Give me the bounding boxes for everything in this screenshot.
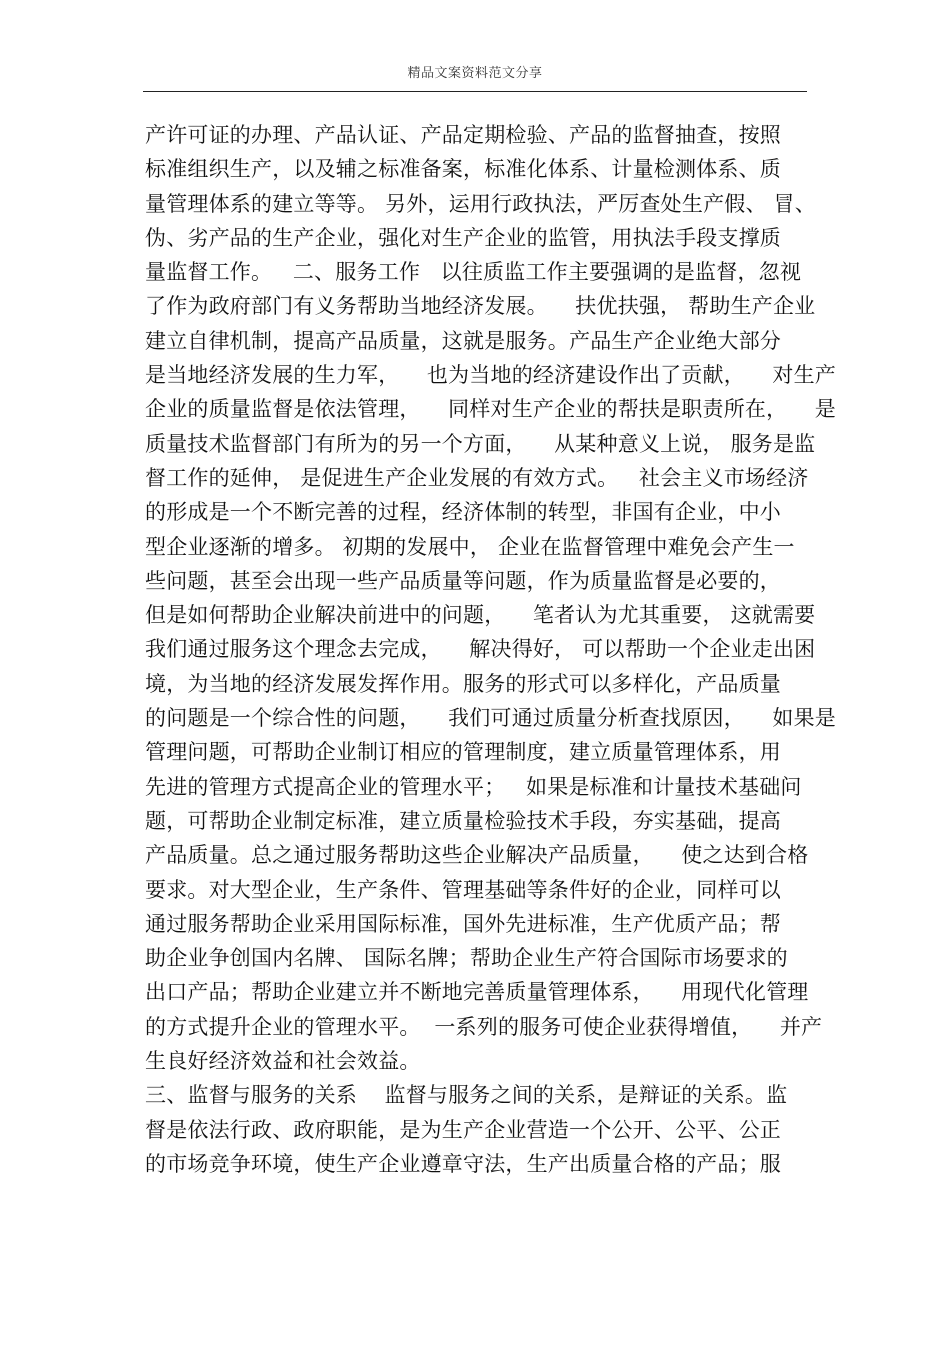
document-body bbox=[145, 118, 836, 1181]
body-line: 些问题，甚至会出现一些产品质量等问题，作为质量监督是必要的， bbox=[145, 568, 781, 593]
body-line: 通过服务帮助企业采用国际标准，国外先进标准，生产优质产品；帮 bbox=[145, 911, 781, 936]
body-line: 生良好经济效益和社会效益。 bbox=[145, 1049, 421, 1074]
body-line: 量管理体系的建立等等。 另外，运用行政执法，严厉查处生产假、 冒、 bbox=[145, 191, 816, 216]
section-heading-line: 三、监督与服务的关系 监督与服务之间的关系，是辩证的关系。监 bbox=[145, 1083, 788, 1108]
body-line: 产品质量。总之通过服务帮助这些企业解决产品质量， 使之达到合格 bbox=[145, 843, 809, 868]
header-divider bbox=[143, 91, 807, 92]
body-line: 管理问题，可帮助企业制订相应的管理制度，建立质量管理体系，用 bbox=[145, 740, 781, 765]
body-line: 题，可帮助企业制定标准，建立质量检验技术手段，夯实基础，提高 bbox=[145, 808, 781, 833]
body-line: 助企业争创国内名牌、 国际名牌；帮助企业生产符合国际市场要求的 bbox=[145, 946, 788, 971]
body-line: 建立自律机制，提高产品质量，这就是服务。产品生产企业绝大部分 bbox=[145, 328, 781, 353]
body-line: 但是如何帮助企业解决前进中的问题， 笔者认为尤其重要， 这就需要 bbox=[145, 603, 816, 628]
body-line: 了作为政府部门有义务帮助当地经济发展。 扶优扶强， 帮助生产企业 bbox=[145, 294, 816, 319]
body-line: 先进的管理方式提高企业的管理水平； 如果是标准和计量技术基础问 bbox=[145, 774, 802, 799]
body-line: 的市场竞争环境，使生产企业遵章守法，生产出质量合格的产品；服 bbox=[145, 1151, 781, 1176]
body-line: 的形成是一个不断完善的过程，经济体制的转型，非国有企业，中小 bbox=[145, 500, 781, 525]
body-line: 出口产品；帮助企业建立并不断地完善质量管理体系， 用现代化管理 bbox=[145, 980, 809, 1005]
body-line: 的问题是一个综合性的问题， 我们可通过质量分析查找原因， 如果是 bbox=[145, 706, 836, 731]
body-line: 要求。对大型企业，生产条件、管理基础等条件好的企业，同样可以 bbox=[145, 877, 781, 902]
body-line: 质量技术监督部门有所为的另一个方面， 从某种意义上说， 服务是监 bbox=[145, 431, 816, 456]
body-line: 型企业逐渐的增多。 初期的发展中， 企业在监督管理中难免会产生一 bbox=[145, 534, 795, 559]
body-line: 是当地经济发展的生力军， 也为当地的经济建设作出了贡献， 对生产 bbox=[145, 363, 836, 388]
body-line: 伪、劣产品的生产企业，强化对生产企业的监管，用执法手段支撑质 bbox=[145, 225, 781, 250]
body-line: 我们通过服务这个理念去完成， 解决得好， 可以帮助一个企业走出困 bbox=[145, 637, 816, 662]
body-line: 督工作的延伸， 是促进生产企业发展的有效方式。 社会主义市场经济 bbox=[145, 465, 809, 490]
body-line: 境，为当地的经济发展发挥作用。服务的形式可以多样化，产品质量 bbox=[145, 671, 781, 696]
body-line: 企业的质量监督是依法管理， 同样对生产企业的帮扶是职责所在， 是 bbox=[145, 397, 836, 422]
body-line: 量监督工作。 二、服务工作 以往质监工作主要强调的是监督，忽视 bbox=[145, 260, 802, 285]
body-line: 标准组织生产，以及辅之标准备案，标准化体系、计量检测体系、质 bbox=[145, 157, 781, 182]
page-header-title: 精品文案资料范文分享 bbox=[407, 66, 543, 81]
body-line: 督是依法行政、政府职能，是为生产企业营造一个公开、公平、公正 bbox=[145, 1117, 781, 1142]
body-line: 产许可证的办理、产品认证、产品定期检验、产品的监督抽查，按照 bbox=[145, 123, 781, 147]
body-line: 的方式提升企业的管理水平。 一系列的服务可使企业获得增值， 并产 bbox=[145, 1014, 823, 1039]
